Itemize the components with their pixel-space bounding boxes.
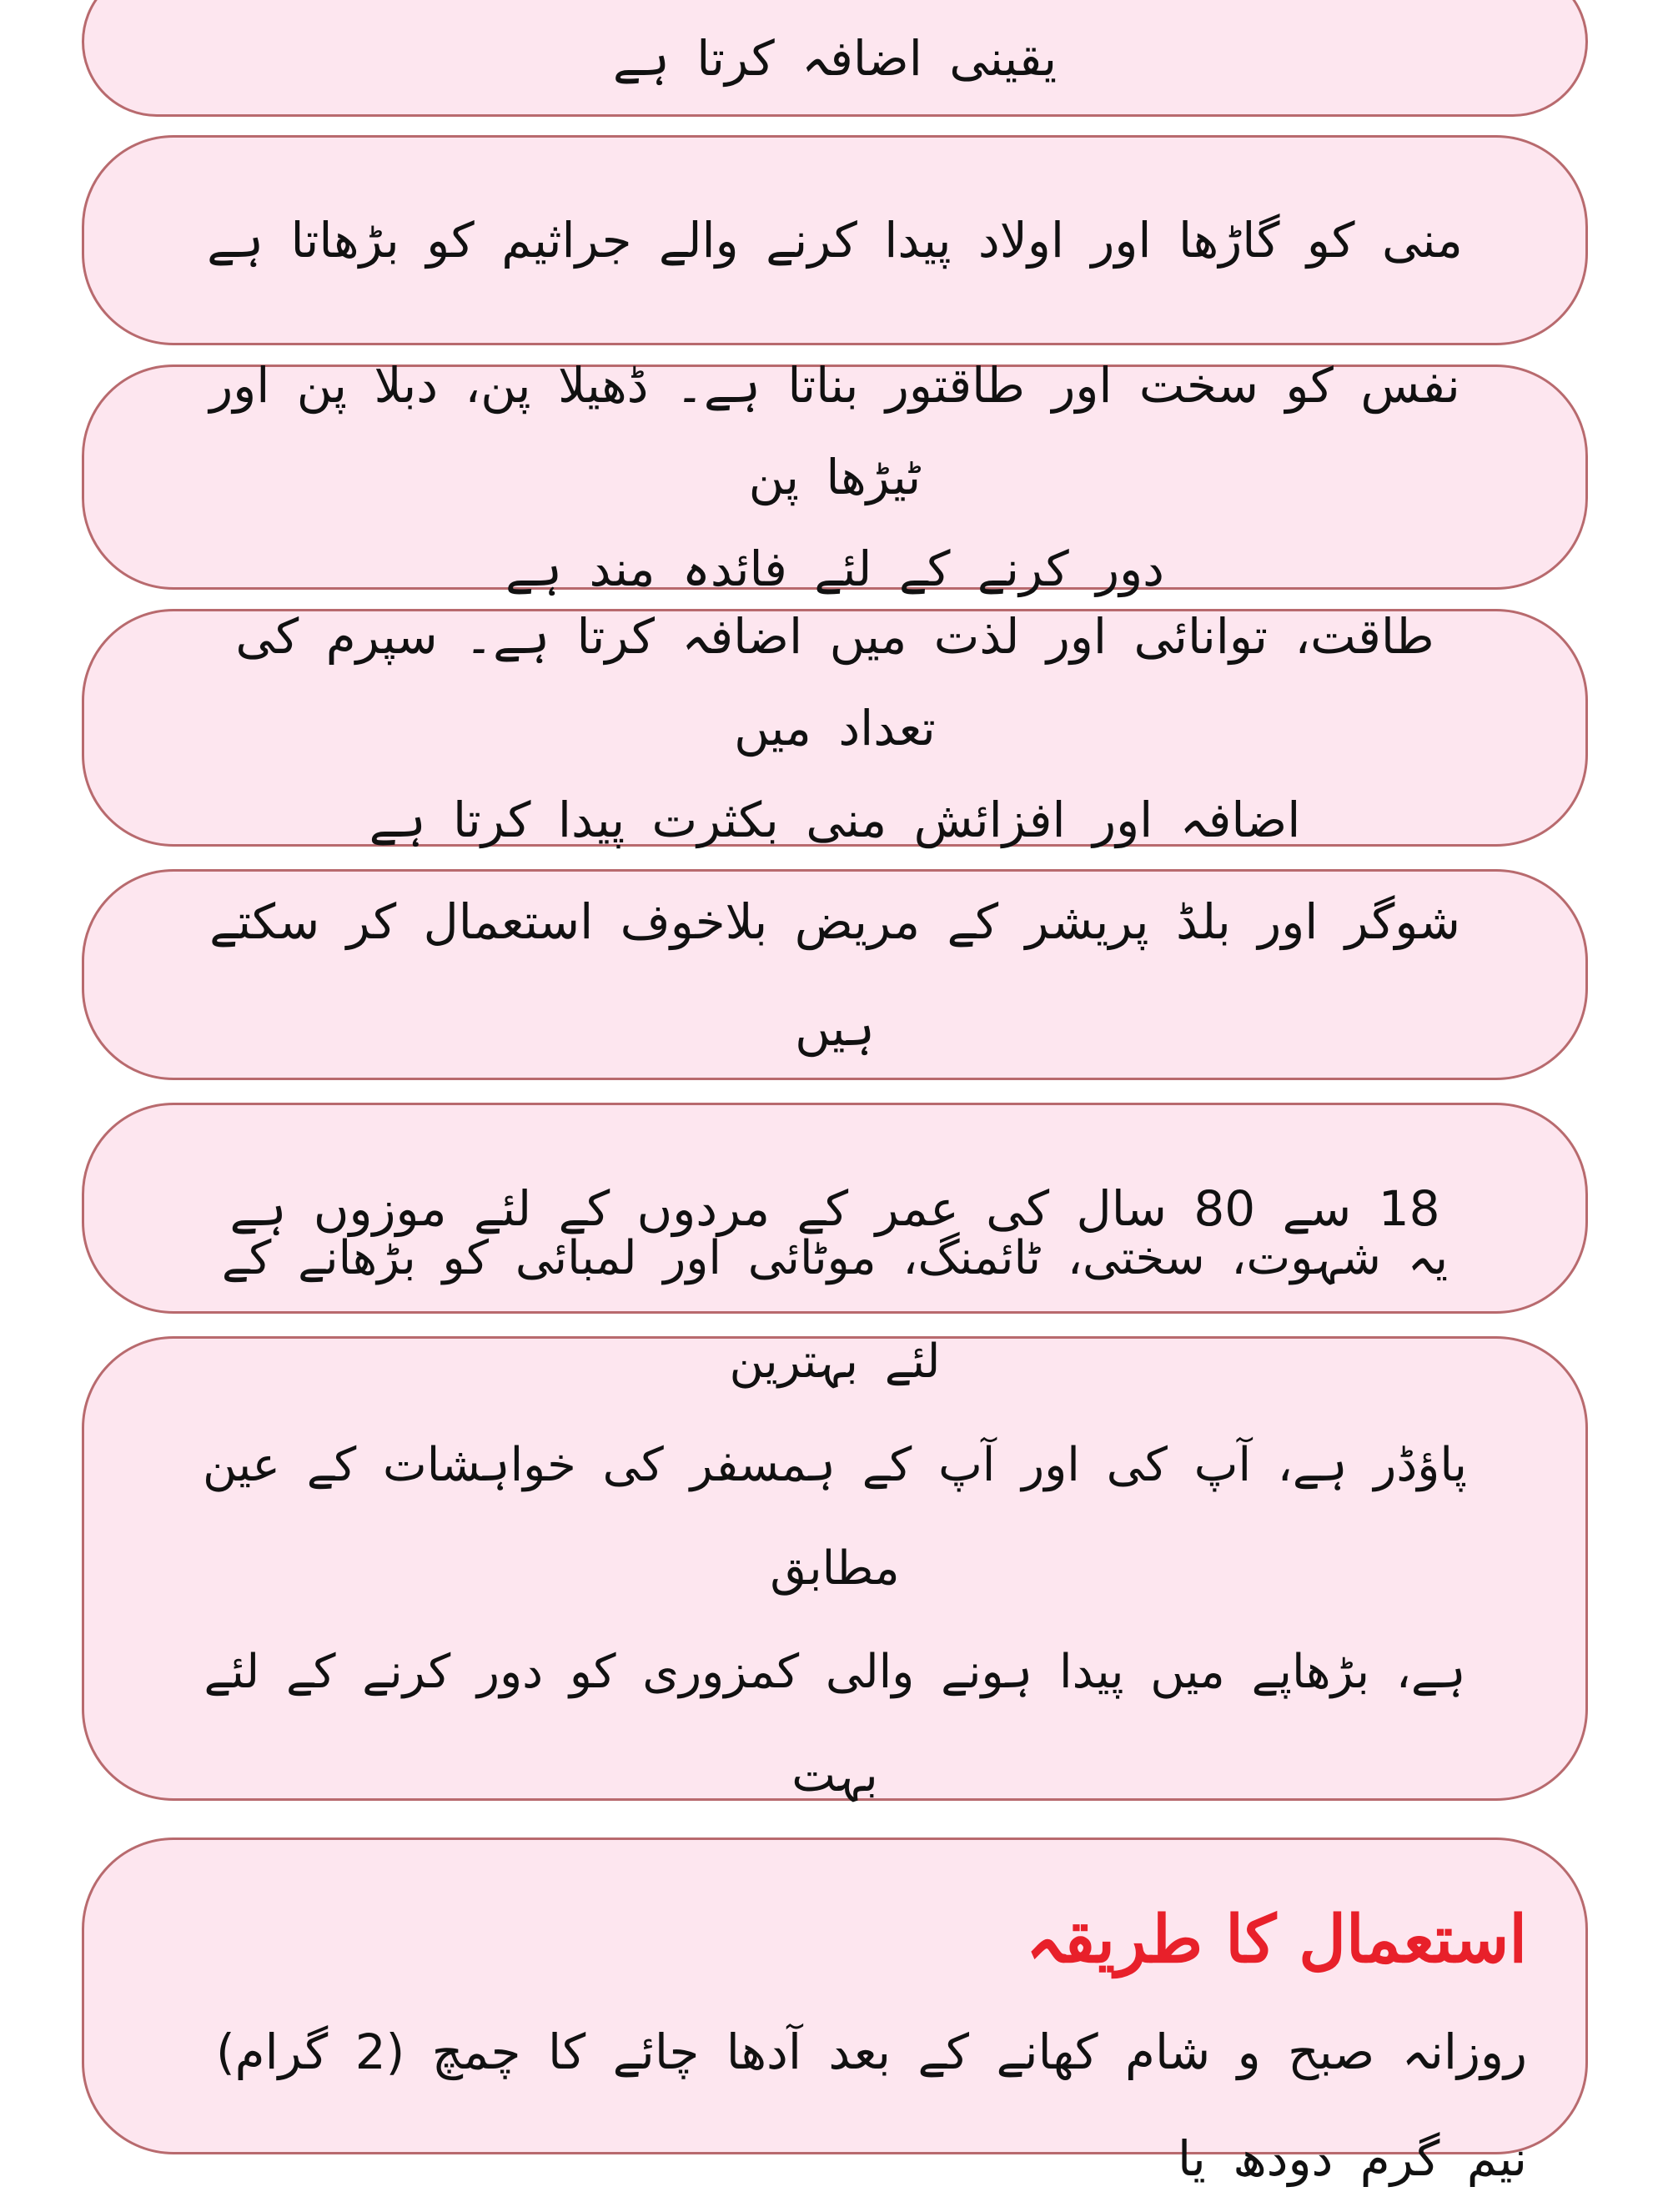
benefit-card-4 bbox=[82, 609, 1588, 847]
benefit-card-3 bbox=[82, 357, 1588, 597]
benefit-line: نفس کو سخت اور طاقتور بناتا ہے۔ ڈھیلا پن، دبلا پن اور ٹیڑھا پن bbox=[209, 357, 1460, 505]
usage-method-title: استعمال کا طریقہ bbox=[1026, 1902, 1527, 1978]
benefit-line: ہے، بڑھاپے میں پیدا ہونے والی کمزوری کو دور کرنے کے لئے بہت bbox=[203, 1644, 1466, 1802]
benefit-card-1 bbox=[82, 0, 1588, 117]
benefit-line: یہ شہوت، سختی، ٹائمنگ، موٹائی اور لمبائی کو بڑھانے کے لئے بہترین bbox=[221, 1230, 1449, 1389]
benefit-line: اضافہ اور افزائش منی بکثرت پیدا کرتا ہے bbox=[369, 791, 1301, 848]
benefit-line: منی کو گاڑھا اور اولاد پیدا کرنے والے جراثیم کو بڑھاتا ہے bbox=[207, 212, 1463, 269]
usage-method-card bbox=[82, 1837, 1588, 2187]
benefit-line: دور کرنے کے لئے فائدہ مند ہے bbox=[505, 540, 1164, 597]
benefit-line: 18 سے 80 سال کی عمر کے مردوں کے لئے موزوں ہے bbox=[229, 1179, 1440, 1237]
benefit-line: پاؤڈر ہے، آپ کی اور آپ کے ہمسفر کی خواہشات کے عین مطابق bbox=[203, 1437, 1467, 1596]
benefit-card-5 bbox=[82, 869, 1588, 1080]
benefit-card-7 bbox=[82, 1230, 1588, 1802]
benefit-line: شوگر اور بلڈ پریشر کے مریض بلاخوف استعمال کر سکتے ہیں bbox=[209, 892, 1460, 1057]
usage-method-body: روزانہ صبح و شام کھانے کے بعد آدھا چائے کا چمچ (2 گرام) نیم گرم دودھ یا bbox=[216, 2023, 1527, 2187]
benefit-line: طاقت، توانائی اور لذت میں اضافہ کرتا ہے۔ سپرم کی تعداد میں bbox=[235, 607, 1434, 757]
benefit-line: یقینی اضافہ کرتا ہے bbox=[612, 30, 1058, 87]
benefit-card-2 bbox=[82, 135, 1588, 345]
